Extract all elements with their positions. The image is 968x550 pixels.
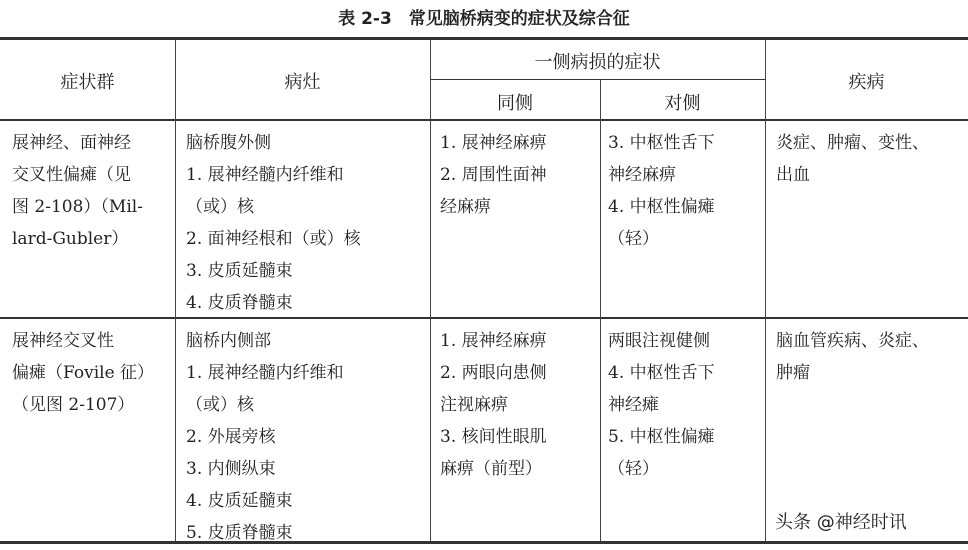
cell-line: lard-Gubler） <box>12 229 129 249</box>
cell-line: 展神经交叉性 <box>12 331 114 351</box>
cell-disease <box>776 325 929 389</box>
cell-line: 出血 <box>776 165 810 185</box>
cell-line: 3. 核间性眼肌 <box>440 427 547 447</box>
header-same-side: 同侧 <box>497 93 533 114</box>
header-disease: 疾病 <box>848 72 885 93</box>
group-header-rule <box>430 79 765 80</box>
header-lesion: 病灶 <box>284 72 321 93</box>
col-divider <box>765 40 766 541</box>
cell-line: 展神经、面神经 <box>12 133 131 153</box>
cell-syndrome <box>12 325 154 421</box>
cell-line: 2. 周围性面神 <box>440 165 547 185</box>
cell-line: 3. 皮质延髓束 <box>186 261 293 281</box>
cell-line: 两眼注视健侧 <box>608 331 710 351</box>
cell-line: 1. 展神经麻痹 <box>440 133 547 153</box>
header-opposite-side: 对侧 <box>664 93 701 114</box>
cell-line: 经麻痹 <box>440 197 491 217</box>
cell-line: 神经麻痹 <box>608 165 676 185</box>
row-divider <box>0 317 968 319</box>
cell-line: 脑桥内侧部 <box>186 331 271 351</box>
cell-line: 炎症、肿瘤、变性、 <box>776 133 929 153</box>
cell-line: 3. 中枢性舌下 <box>608 133 715 153</box>
cell-line: 4. 皮质脊髓束 <box>186 293 293 313</box>
col-divider <box>175 40 176 541</box>
cell-line: 注视麻痹 <box>440 395 508 415</box>
cell-line: （或）核 <box>186 197 254 217</box>
cell-line: 2. 外展旁核 <box>186 427 276 447</box>
cell-line: 1. 展神经麻痹 <box>440 331 547 351</box>
col-divider <box>600 80 601 541</box>
cell-line: 2. 面神经根和（或）核 <box>186 229 361 249</box>
cell-line: 4. 中枢性舌下 <box>608 363 715 383</box>
cell-line: 3. 内侧纵束 <box>186 459 276 479</box>
cell-same <box>440 325 547 485</box>
cell-line: 脑血管疾病、炎症、 <box>776 331 929 351</box>
cell-lesion <box>186 127 361 319</box>
table-title: 表 2-3 常见脑桥病变的症状及综合征 <box>338 9 630 29</box>
cell-syndrome <box>12 127 143 255</box>
cell-line: 4. 皮质延髓束 <box>186 491 293 511</box>
header-syndrome: 症状群 <box>60 72 115 93</box>
cell-line: （轻） <box>608 459 659 479</box>
cell-line: 1. 展神经髓内纤维和 <box>186 363 344 383</box>
cell-line: 神经瘫 <box>608 395 659 415</box>
cell-line: 2. 两眼向患侧 <box>440 363 547 383</box>
cell-line: 1. 展神经髓内纤维和 <box>186 165 344 185</box>
cell-line: 5. 皮质脊髓束 <box>186 523 293 543</box>
cell-opposite <box>608 127 715 255</box>
cell-line: 图 2-108）（Mil- <box>12 197 143 217</box>
watermark: 头条 @神经时讯 <box>775 512 907 533</box>
header-bottom-rule <box>0 119 968 121</box>
cell-opposite <box>608 325 715 485</box>
table-bottom-rule <box>0 541 968 544</box>
cell-line: 肿瘤 <box>776 363 810 383</box>
table-top-rule <box>0 37 968 40</box>
header-symptoms-group: 一侧病损的症状 <box>534 52 661 73</box>
cell-line: 4. 中枢性偏瘫 <box>608 197 715 217</box>
cell-line: 5. 中枢性偏瘫 <box>608 427 715 447</box>
cell-disease <box>776 127 929 191</box>
cell-same <box>440 127 547 223</box>
cell-line: （或）核 <box>186 395 254 415</box>
cell-lesion <box>186 325 344 549</box>
cell-line: （见图 2-107） <box>12 395 135 415</box>
cell-line: 脑桥腹外侧 <box>186 133 271 153</box>
cell-line: （轻） <box>608 229 659 249</box>
cell-line: 偏瘫（Fovile 征） <box>12 363 155 383</box>
col-divider <box>430 40 431 541</box>
cell-line: 麻痹（前型） <box>440 459 542 479</box>
cell-line: 交叉性偏瘫（见 <box>12 165 131 185</box>
